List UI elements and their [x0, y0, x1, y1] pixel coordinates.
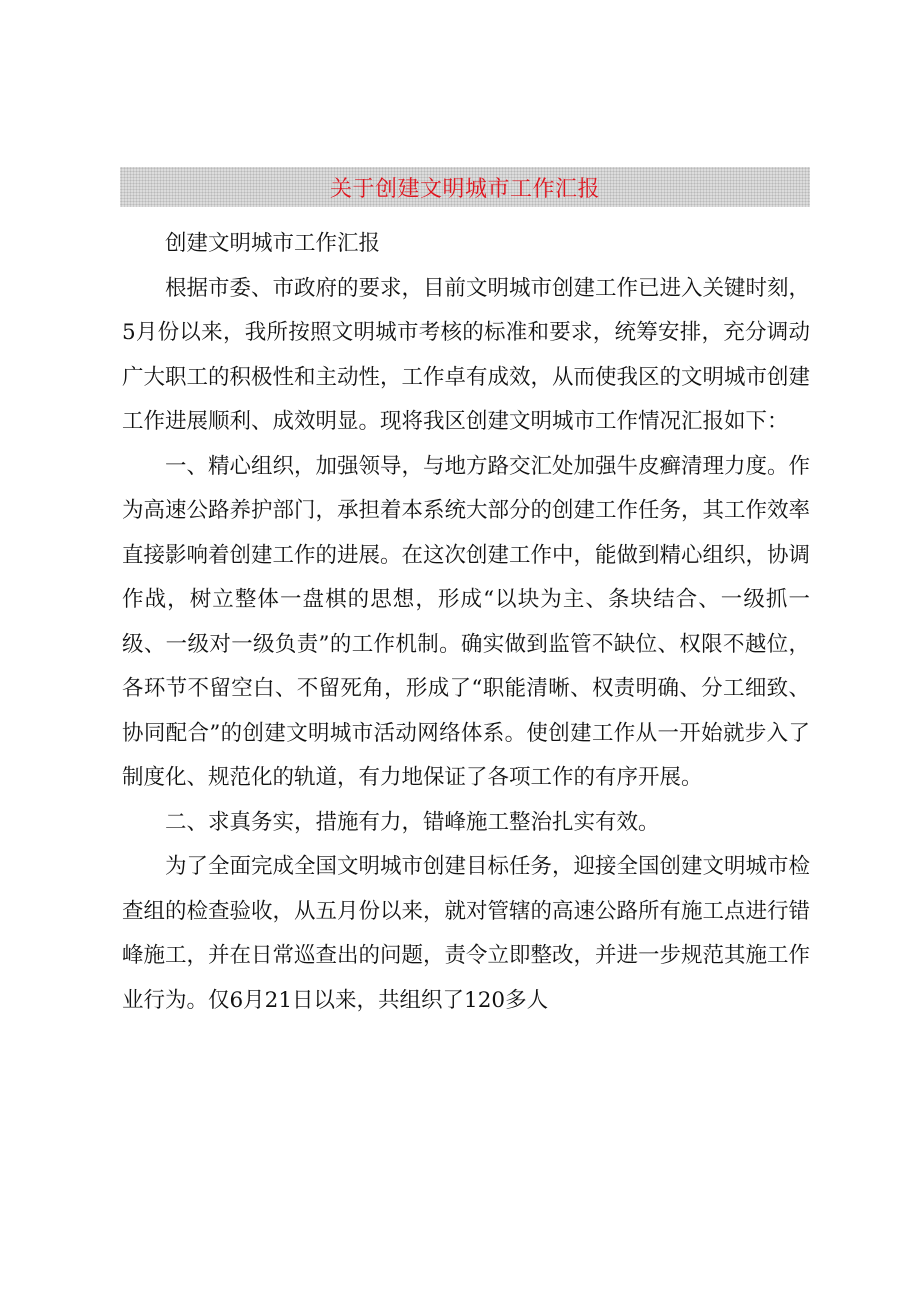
- title-banner: [120, 167, 810, 207]
- document-body: [122, 222, 810, 1023]
- paragraph-section-two-heading: 二、求真务实，措施有力，错峰施工整治扎实有效。: [165, 809, 660, 835]
- document-title: 关于创建文明城市工作汇报: [329, 176, 600, 202]
- paragraph-section-two-body: 为了全面完成全国文明城市创建目标任务，迎接全国创建文明城市检查组的检查验收，从五月份以来，就对管辖的高速公路所有施工点进行错峰施工，并在日常巡查出的问题，责令立即整改，并进一步规范其施工作业行为。仅6月21日以来，共组织了120多人: [122, 854, 811, 1013]
- paragraph-heading: 创建文明城市工作汇报: [165, 231, 381, 256]
- paragraph-section-one: 一、精心组织，加强领导，与地方路交汇处加强牛皮癣清理力度。作为高速公路养护部门，承担着本系统大部分的创建工作任务，其工作效率直接影响着创建工作的进展。在这次创建工作中，能做到精心组织，协调作战，树立整体一盘棋的思想，形成“以块为主、条块结合、一级抓一级、一级对一级负责”的工作机制。确实做到监管不缺位、权限不越位，各环节不留空白、不留死角，形成了“职能清晰、权责明确、分工细致、协同配合”的创建文明城市活动网络体系。使创建工作从一开始就步入了制度化、规范化的轨道，有力地保证了各项工作的有序开展。: [122, 453, 811, 790]
- paragraph-intro: 根据市委、市政府的要求，目前文明城市创建工作已进入关键时刻，5月份以来，我所按照文明城市考核的标准和要求，统筹安排，充分调动广大职工的积极性和主动性，工作卓有成效，从而使我区的文明城市创建工作进展顺利、成效明显。现将我区创建文明城市工作情况汇报如下：: [122, 275, 811, 434]
